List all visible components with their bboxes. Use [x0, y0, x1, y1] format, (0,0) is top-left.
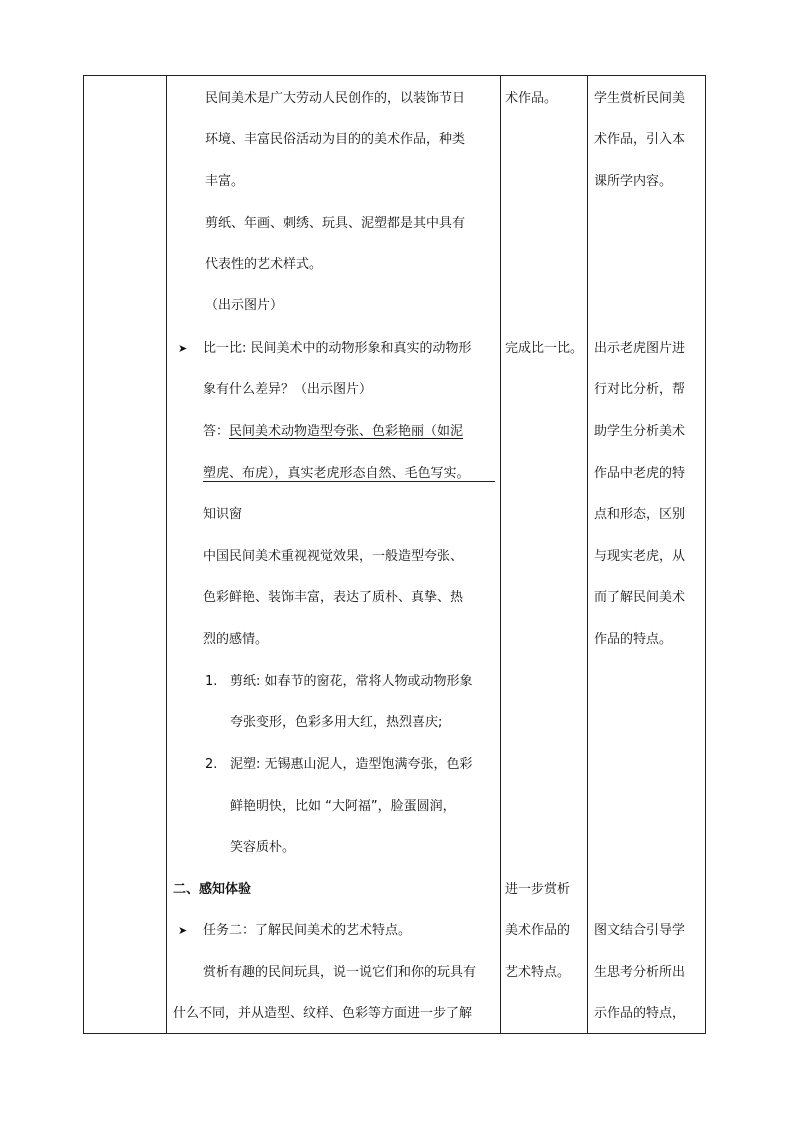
intent-row-2-line-1: 出示老虎图片进 [594, 341, 686, 356]
intent-row-2-line-3: 助学生分析美术 [594, 424, 686, 439]
task-2-body-line-2: 什么不同，并从造型、纹样、色彩等方面进一步了解 [173, 1006, 473, 1021]
intro-line-6: （出示图片） [205, 298, 284, 313]
list-item-1-line-2: 夸张变形，色彩多用大红，热烈喜庆; [230, 715, 443, 730]
intro-line-4: 剪纸、年画、刺绣、玩具、泥塑都是其中具有 [205, 216, 466, 231]
section-heading-2: 二、感知体验 [173, 882, 252, 897]
answer-line-2: 塑虎、布虎），真实老虎形态自然、毛色写实。 [203, 466, 470, 481]
knowledge-line-2: 色彩鲜艳、装饰丰富，表达了质朴、真挚、热 [203, 590, 464, 605]
list-item-1-line-1: 剪纸: 如春节的窗花，常将人物或动物形象 [230, 674, 473, 689]
compare-question-line-2: 象有什么差异？（出示图片） [203, 382, 373, 397]
bullet-arrow-icon: ➤ [178, 342, 188, 355]
column-divider-2 [500, 76, 501, 1033]
knowledge-line-3: 烈的感情。 [203, 632, 269, 647]
answer-text-1: 民间美术动物造型夸张、色彩艳丽（如泥 [229, 424, 464, 439]
list-item-2-line-3: 笑容质朴。 [230, 840, 296, 855]
compare-question-line-1: 比一比: 民间美术中的动物形象和真实的动物形 [203, 341, 472, 356]
intent-row-2-line-7: 而了解民间美术 [594, 590, 686, 605]
knowledge-line-1: 中国民间美术重视视觉效果，一般造型夸张、 [203, 549, 464, 564]
task-2-body-line-1: 赏析有趣的民间玩具，说一说它们和你的玩具有 [203, 965, 477, 980]
list-item-2-number: 2. [205, 757, 218, 772]
activity-row-3-line-3: 艺术特点。 [505, 965, 571, 980]
activity-row-3-line-1: 进一步赏析 [505, 882, 571, 897]
column-divider-1 [166, 76, 167, 1033]
intent-row-3-line-1: 图文结合引导学 [594, 923, 686, 938]
list-item-1-number: 1. [205, 674, 218, 689]
activity-row-3-line-2: 美术作品的 [505, 923, 571, 938]
answer-line-1 [203, 423, 463, 441]
intent-row-2-line-6: 与现实老虎，从 [594, 549, 686, 564]
intent-row-3-line-2: 生思考分析所出 [594, 965, 686, 980]
bullet-arrow-icon: ➤ [178, 924, 188, 937]
intent-row-2-line-8: 作品的特点。 [594, 632, 673, 647]
intent-row-2-line-2: 行对比分析，帮 [594, 382, 686, 397]
knowledge-title: 知识窗 [203, 507, 243, 522]
activity-row-1: 术作品。 [505, 91, 558, 106]
intro-line-3: 丰富。 [205, 174, 245, 189]
intro-line-5: 代表性的艺术样式。 [205, 257, 323, 272]
intro-line-1: 民间美术是广大劳动人民创作的，以装饰节日 [205, 91, 466, 106]
answer-underline [203, 481, 495, 482]
intro-line-2: 环境、丰富民俗活动为目的的美术作品，种类 [205, 132, 466, 147]
intent-row-1-line-3: 课所学内容。 [594, 174, 673, 189]
activity-row-2: 完成比一比。 [505, 341, 584, 356]
intent-row-3-line-3: 示作品的特点， [594, 1006, 686, 1021]
list-item-2-line-1: 泥塑: 无锡惠山泥人，造型饱满夸张，色彩 [230, 757, 473, 772]
answer-label: 答： [203, 424, 230, 439]
intent-row-1-line-2: 术作品，引入本 [594, 132, 686, 147]
task-2-title: 任务二：了解民间美术的艺术特点。 [203, 923, 412, 938]
intent-row-2-line-4: 作品中老虎的特 [594, 466, 686, 481]
column-divider-3 [587, 76, 588, 1033]
intent-row-2-line-5: 点和形态，区别 [594, 507, 686, 522]
list-item-2-line-2: 鲜艳明快，比如 “大阿福”，脸蛋圆润， [230, 799, 456, 814]
intent-row-1-line-1: 学生赏析民间美 [594, 91, 686, 106]
